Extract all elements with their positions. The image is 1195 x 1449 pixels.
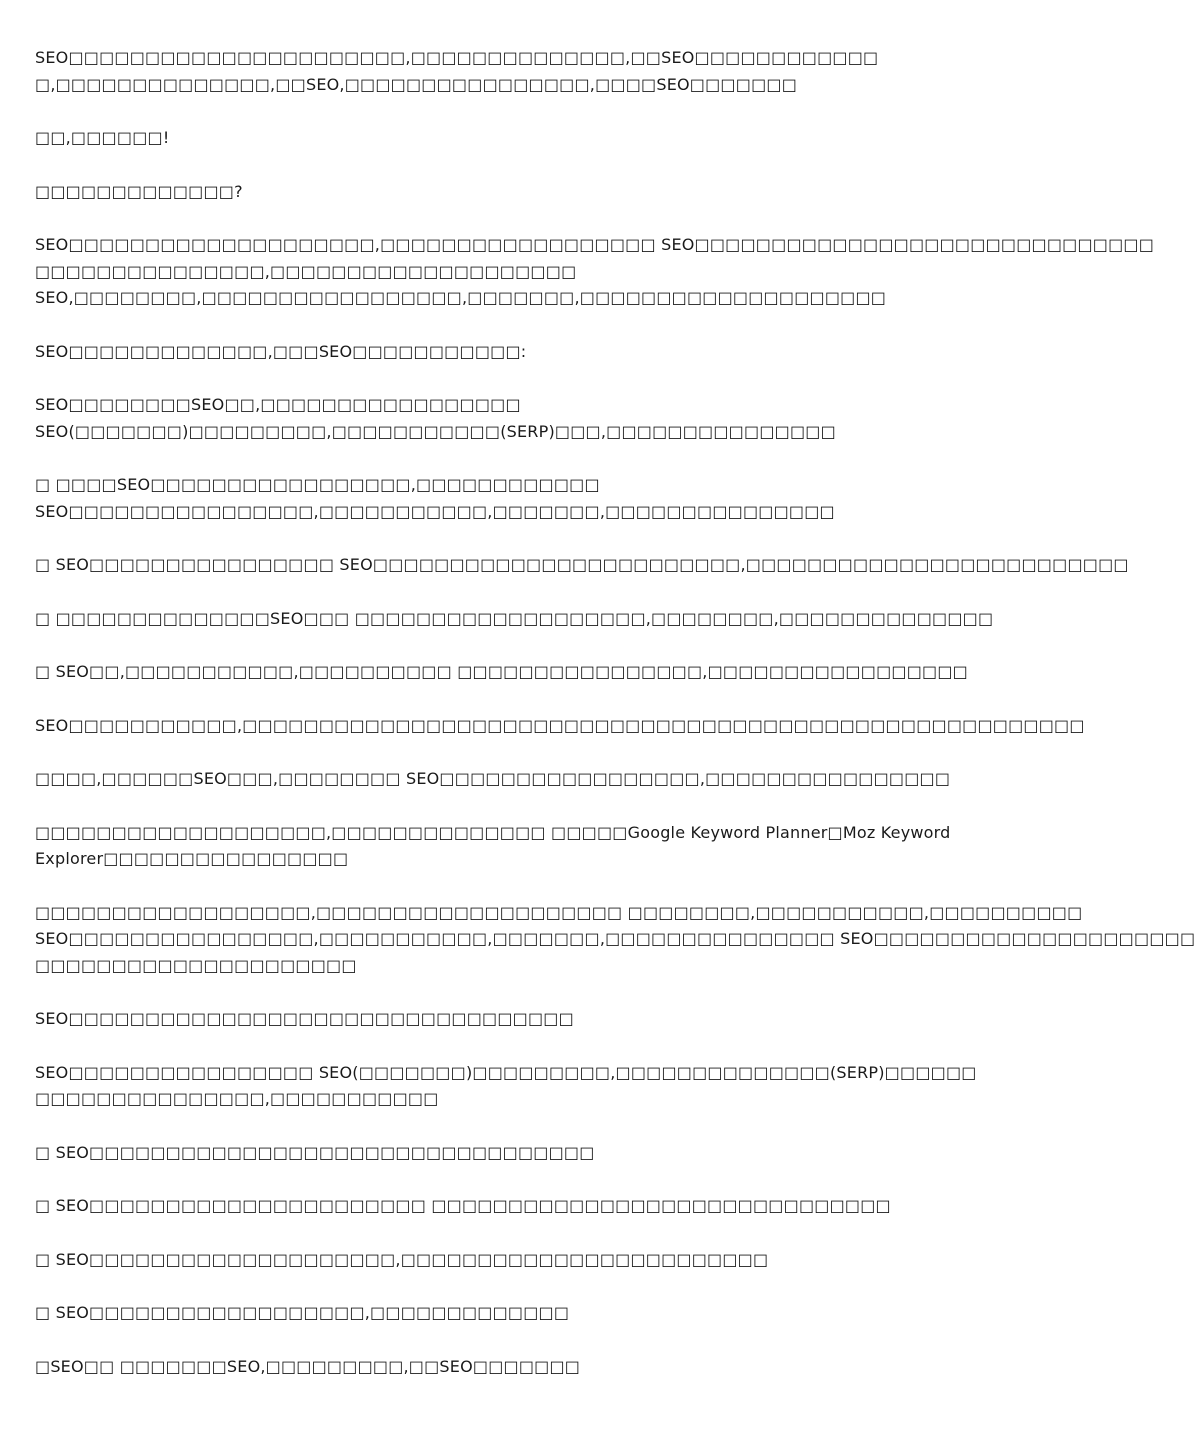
paragraph (35, 1300, 935, 1327)
text-line: SEO,□□□□□□□□,□□□□□□□□□□□□□□□□□,□□□□□□□,□□□□□□□□□□□□□□□□□□□□ (35, 288, 887, 307)
paragraph (35, 713, 1085, 740)
text-line: SEO□□□□□□□□□□□□□□□□□□□□□□□□□□□□□□□□□ (35, 1009, 574, 1028)
text-line: SEO□□□□□□□□□□□□□□□□,□□□□□□□□□□□,□□□□□□□,□□□□□□□□□□□□□□□ SEO□□□□□□□□□□□□□□□□□□□□□ (35, 929, 1195, 948)
text-line: □ SEO□□□□□□□□□□□□□□□□□□□□□□□□□□□□□□□□□ (35, 1142, 595, 1162)
paragraph (35, 659, 968, 686)
text-line: □□,□□□□□□! (35, 128, 170, 147)
text-line: □□□□□□□□□□□□□□□□□□□□□ (35, 955, 357, 975)
paragraph (35, 1140, 935, 1167)
text-line: □□□□□□□□□□□□□□□,□□□□□□□□□□□ (35, 1089, 439, 1108)
paragraph (35, 766, 951, 793)
text-line: □□□□,□□□□□□SEO□□□,□□□□□□□□ SEO□□□□□□□□□□□□□□□□□,□□□□□□□□□□□□□□□□ (35, 769, 951, 788)
text-line: SEO□□□□□□□□□□□□□,□□□SEO□□□□□□□□□□□: (35, 341, 527, 361)
text-line: □ SEO□□□□□□□□□□□□□□□□□□□□□□ □□□□□□□□□□□□□□□□□□□□□□□□□□□□□□ (35, 1196, 891, 1215)
paragraph (35, 552, 1129, 579)
paragraph (35, 179, 935, 206)
paragraph (35, 472, 935, 525)
text-line: SEO(□□□□□□□)□□□□□□□□□,□□□□□□□□□□□(SERP)□□□,□□□□□□□□□□□□□□□ (35, 421, 836, 441)
document-body (35, 45, 1195, 1407)
text-line: □ SEO□□□□□□□□□□□□□□□□□□□□,□□□□□□□□□□□□□□□□□□□□□□□□ (35, 1249, 769, 1269)
text-line: □ □□□□SEO□□□□□□□□□□□□□□□□□,□□□□□□□□□□□□ (35, 475, 600, 494)
text-line: □ SEO□□,□□□□□□□□□□□,□□□□□□□□□□ □□□□□□□□□□□□□□□□,□□□□□□□□□□□□□□□□□ (35, 662, 968, 681)
text-line: Explorer□□□□□□□□□□□□□□□□ (35, 849, 349, 868)
text-line: □ SEO□□□□□□□□□□□□□□□□□□,□□□□□□□□□□□□□ (35, 1303, 570, 1322)
text-line: □□□□□□□□□□□□□? (35, 181, 243, 201)
text-line: SEO□□□□□□□□□□□□□□□□□□□□,□□□□□□□□□□□□□□□□□□ SEO□□□□□□□□□□□□□□□□□□□□□□□□□□□□□□ (35, 235, 1155, 254)
paragraph (35, 1247, 935, 1274)
text-line: □SEO□□ □□□□□□□SEO,□□□□□□□□□,□□SEO□□□□□□□ (35, 1356, 581, 1376)
text-line: SEO□□□□□□□□□□□□□□□□ SEO(□□□□□□□)□□□□□□□□□,□□□□□□□□□□□□□□(SERP)□□□□□□ (35, 1062, 977, 1082)
paragraph (35, 392, 935, 445)
text-line: SEO□□□□□□□□□□□□□□□□□□□□□□,□□□□□□□□□□□□□□,□□SEO□□□□□□□□□□□□ (35, 48, 879, 67)
paragraph (35, 1193, 935, 1220)
text-line: □□□□□□□□□□□□□□□,□□□□□□□□□□□□□□□□□□□□ (35, 261, 577, 281)
paragraph (35, 606, 994, 633)
text-line: SEO□□□□□□□□□□□,□□□□□□□□□□□□□□□□□□□□□□□□□□□□□□□□□□□□□□□□□□□□□□□□□□□□□□□ (35, 715, 1085, 735)
paragraph (35, 125, 935, 152)
text-line: □□□□□□□□□□□□□□□□□□,□□□□□□□□□□□□□□□□□□□□ □□□□□□□□,□□□□□□□□□□□,□□□□□□□□□□ (35, 902, 1083, 922)
text-line: □ □□□□□□□□□□□□□□SEO□□□ □□□□□□□□□□□□□□□□□□□,□□□□□□□□,□□□□□□□□□□□□□□ (35, 608, 994, 628)
text-line: SEO□□□□□□□□□□□□□□□□,□□□□□□□□□□□,□□□□□□□,□□□□□□□□□□□□□□□ (35, 501, 835, 521)
paragraph (35, 1354, 935, 1381)
paragraph (35, 1006, 935, 1033)
text-line: □ SEO□□□□□□□□□□□□□□□□ SEO□□□□□□□□□□□□□□□□□□□□□□□□,□□□□□□□□□□□□□□□□□□□□□□□□□ (35, 555, 1129, 574)
paragraph (35, 339, 935, 366)
text-line: SEO□□□□□□□□SEO□□,□□□□□□□□□□□□□□□□□ (35, 395, 521, 414)
paragraph (35, 45, 935, 98)
paragraph (35, 820, 951, 873)
paragraph (35, 1060, 977, 1113)
paragraph (35, 232, 1155, 312)
paragraph (35, 900, 1195, 980)
text-line: □,□□□□□□□□□□□□□□,□□SEO,□□□□□□□□□□□□□□□□,□□□□SEO□□□□□□□ (35, 74, 798, 94)
text-line: □□□□□□□□□□□□□□□□□□□,□□□□□□□□□□□□□□ □□□□□Google Keyword Planner□Moz Keyword (35, 822, 951, 842)
